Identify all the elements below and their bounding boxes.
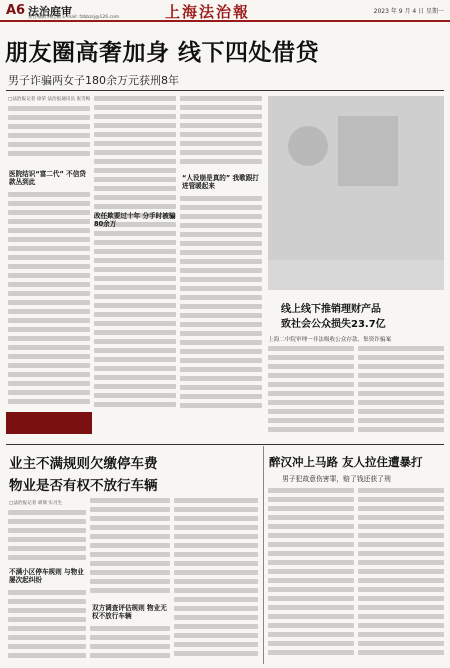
story-two-column-1-body — [8, 590, 86, 664]
story-two-column-1-top — [8, 510, 86, 564]
lead-subhead: 男子诈骗两女子180余万元获刑8年 — [8, 74, 179, 87]
story-three-column-1 — [268, 488, 354, 664]
lead-crosshead-1: 医院结识“富二代” 不信贷款丛到此 — [9, 170, 86, 186]
story-two-crosshead-1: 不满小区停车规则 与物业屡次起纠纷 — [9, 568, 84, 584]
side-column-1 — [268, 346, 354, 440]
lead-crosshead-3: 改任欺要过十年 分手时被骗80余万 — [94, 212, 176, 228]
page-number: A6 — [6, 3, 26, 18]
lead-byline: □法治报记者 徐荣 法治报通讯员 张雪梅 — [8, 97, 91, 102]
masthead-bar — [0, 0, 450, 22]
section-title: 法治庭审 — [28, 5, 72, 18]
lead-crosshead-2: “人设崩是真的” 我歌跟打进管暖起来 — [182, 174, 259, 190]
column-divider — [263, 446, 264, 664]
story-two-crosshead-2: 双方调查评估规则 物业无权不放行车辆 — [92, 604, 167, 620]
editors-line: 责任编辑 陈佳颖 E-mail: fzbbzsj@126.com — [28, 15, 120, 20]
divider — [6, 90, 444, 91]
lead-column-3-top — [180, 96, 262, 168]
lead-column-2 — [94, 96, 176, 412]
side-subhead: 上海二中院审理一非法吸收公众存款、集资诈骗案 — [268, 337, 392, 343]
lead-column-1-top — [8, 106, 90, 166]
story-two-column-3 — [174, 498, 258, 664]
divider — [6, 444, 444, 445]
story-two-column-2-body — [90, 626, 170, 664]
story-two-column-2 — [90, 498, 170, 598]
story-two-byline: □法治报记者 胡瑞 实习生 — [9, 501, 63, 506]
story-two-headline-1: 业主不满规则欠缴停车费 — [9, 456, 158, 472]
lead-headline: 朋友圈高奢加身 线下四处借贷 — [5, 40, 320, 66]
story-three-subhead: 男子犯故意伤害罪，赔了钱还获了刑 — [282, 475, 391, 483]
paper-name: 上海法治報 — [165, 3, 251, 21]
lead-photo — [268, 96, 444, 290]
dateline: 2023 年 9 月 4 日 星期一 — [373, 8, 444, 15]
side-column-2 — [358, 346, 444, 440]
story-three-headline: 醉汉冲上马路 友人拉住遭暴打 — [269, 455, 423, 469]
story-two-headline-2: 物业是否有权不放行车辆 — [9, 478, 158, 494]
story-three-column-2 — [358, 488, 444, 664]
promo-box — [6, 412, 92, 434]
lead-column-3-body — [180, 196, 262, 414]
lead-column-1-body — [8, 192, 90, 407]
side-headline-line2: 致社会公众损失23.7亿 — [281, 319, 386, 330]
side-headline-line1: 线上线下推销理财产品 — [281, 304, 381, 315]
